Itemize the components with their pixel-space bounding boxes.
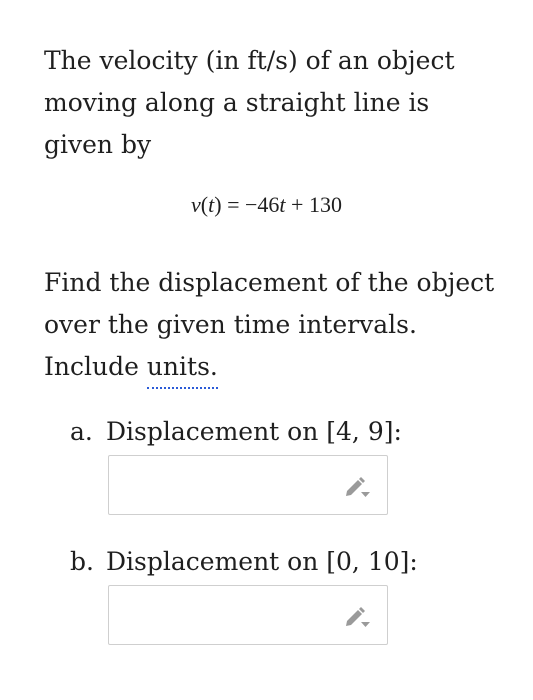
part-b-text: Displacement on [0, 10]: xyxy=(106,547,418,576)
equation-close-paren: ) xyxy=(214,192,222,217)
units-term-link[interactable]: units. xyxy=(147,352,218,389)
equation-variable: t xyxy=(208,192,215,217)
velocity-equation xyxy=(0,192,533,218)
equation-open-paren: ( xyxy=(200,192,209,217)
part-a-answer-box[interactable] xyxy=(108,455,388,515)
pencil-icon[interactable] xyxy=(345,606,371,628)
equation-function: v xyxy=(191,192,201,217)
part-b-answer-box[interactable] xyxy=(108,585,388,645)
equation-constant: + 130 xyxy=(285,192,342,217)
part-a-letter: a. xyxy=(70,417,93,446)
problem-intro: The velocity (in ft/s) of an object moving along a straight line is given by xyxy=(44,46,455,159)
instructions xyxy=(44,262,514,388)
equation-coefficient: = −46 xyxy=(221,192,280,217)
part-b-letter: b. xyxy=(70,547,94,576)
pencil-icon[interactable] xyxy=(345,476,371,498)
part-a-label xyxy=(70,416,402,448)
part-b-label xyxy=(70,546,418,578)
equation-variable-2: t xyxy=(279,192,286,217)
instructions-text: Find the displacement of the object over the given time intervals. Include xyxy=(44,268,495,381)
part-a-text: Displacement on [4, 9]: xyxy=(106,417,402,446)
